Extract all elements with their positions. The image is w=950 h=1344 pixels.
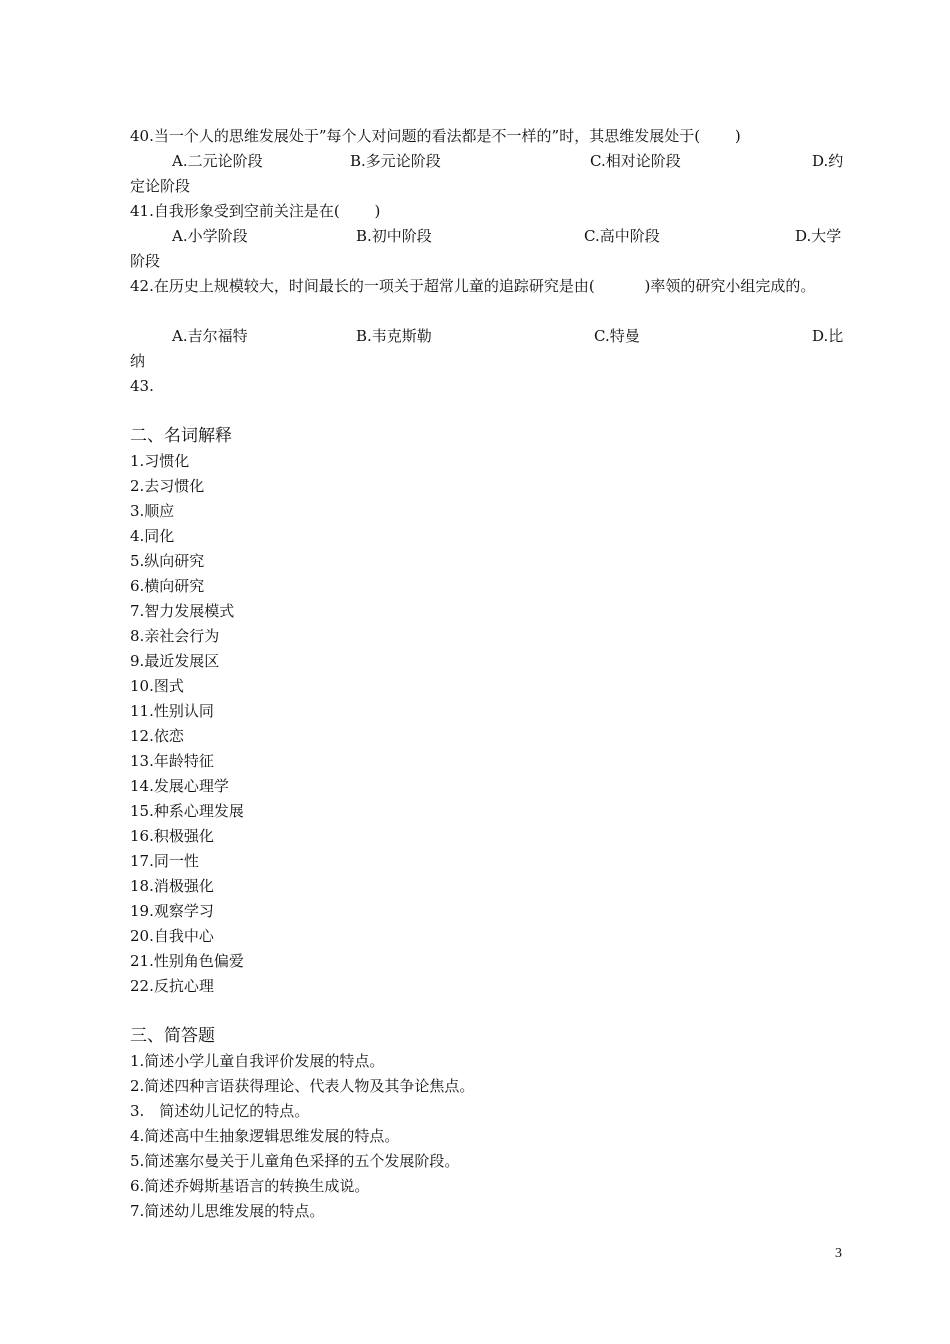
option-continuation: 纳 bbox=[130, 352, 146, 370]
list-item: 12.依恋 bbox=[130, 727, 184, 745]
list-item: 7.简述幼儿思维发展的特点。 bbox=[130, 1202, 325, 1220]
question-stem: 41.自我形象受到空前关注是在( ) bbox=[130, 202, 381, 220]
option-c: C.相对论阶段 bbox=[590, 152, 681, 170]
list-item: 3. 简述幼儿记忆的特点。 bbox=[130, 1102, 310, 1120]
option-b: B.韦克斯勒 bbox=[356, 327, 432, 345]
question-stem: 43. bbox=[130, 377, 154, 395]
list-item: 3.顺应 bbox=[130, 502, 175, 520]
question-options bbox=[130, 149, 846, 174]
question-stem: 42.在历史上规模较大，时间最长的一项关于超常儿童的追踪研究是由( )率领的研究小组完成的。 bbox=[130, 277, 816, 295]
option-continuation: 阶段 bbox=[130, 252, 161, 270]
option-d: D.大学 bbox=[795, 227, 842, 245]
list-item: 15.种系心理发展 bbox=[130, 802, 244, 820]
list-item: 13.年龄特征 bbox=[130, 752, 214, 770]
question-list bbox=[130, 1049, 846, 1224]
question-options bbox=[130, 224, 846, 249]
question-options bbox=[130, 324, 846, 349]
list-item: 18.消极强化 bbox=[130, 877, 214, 895]
list-item: 5.简述塞尔曼关于儿童角色采择的五个发展阶段。 bbox=[130, 1152, 460, 1170]
list-item: 16.积极强化 bbox=[130, 827, 214, 845]
section-title: 二、名词解释 bbox=[130, 426, 232, 446]
option-c: C.高中阶段 bbox=[584, 227, 660, 245]
page-number: 3 bbox=[835, 1246, 842, 1261]
option-c: C.特曼 bbox=[594, 327, 640, 345]
list-item: 20.自我中心 bbox=[130, 927, 214, 945]
list-item: 17.同一性 bbox=[130, 852, 199, 870]
list-item: 22.反抗心理 bbox=[130, 977, 214, 995]
option-continuation: 定论阶段 bbox=[130, 177, 191, 195]
list-item: 6.简述乔姆斯基语言的转换生成说。 bbox=[130, 1177, 370, 1195]
option-a: A.吉尔福特 bbox=[172, 327, 248, 345]
list-item: 7.智力发展模式 bbox=[130, 602, 235, 620]
term-list bbox=[130, 449, 846, 999]
document-body bbox=[130, 124, 846, 1224]
list-item: 1.简述小学儿童自我评价发展的特点。 bbox=[130, 1052, 385, 1070]
list-item: 4.同化 bbox=[130, 527, 175, 545]
list-item: 14.发展心理学 bbox=[130, 777, 229, 795]
list-item: 6.横向研究 bbox=[130, 577, 205, 595]
list-item: 1.习惯化 bbox=[130, 452, 190, 470]
list-item: 10.图式 bbox=[130, 677, 184, 695]
list-item: 4.简述高中生抽象逻辑思维发展的特点。 bbox=[130, 1127, 400, 1145]
option-d: D.比 bbox=[812, 327, 844, 345]
list-item: 5.纵向研究 bbox=[130, 552, 205, 570]
list-item: 19.观察学习 bbox=[130, 902, 214, 920]
option-a: A.二元论阶段 bbox=[172, 152, 263, 170]
section-title: 三、简答题 bbox=[130, 1026, 215, 1046]
list-item: 2.简述四种言语获得理论、代表人物及其争论焦点。 bbox=[130, 1077, 475, 1095]
list-item: 21.性别角色偏爱 bbox=[130, 952, 244, 970]
option-a: A.小学阶段 bbox=[172, 227, 248, 245]
option-b: B.多元论阶段 bbox=[350, 152, 441, 170]
option-b: B.初中阶段 bbox=[356, 227, 432, 245]
question-stem: 40.当一个人的思维发展处于”每个人对问题的看法都是不一样的”时，其思维发展处于( ) bbox=[130, 127, 741, 145]
option-d: D.约 bbox=[812, 152, 844, 170]
list-item: 11.性别认同 bbox=[130, 702, 214, 720]
list-item: 9.最近发展区 bbox=[130, 652, 220, 670]
list-item: 8.亲社会行为 bbox=[130, 627, 220, 645]
list-item: 2.去习惯化 bbox=[130, 477, 205, 495]
